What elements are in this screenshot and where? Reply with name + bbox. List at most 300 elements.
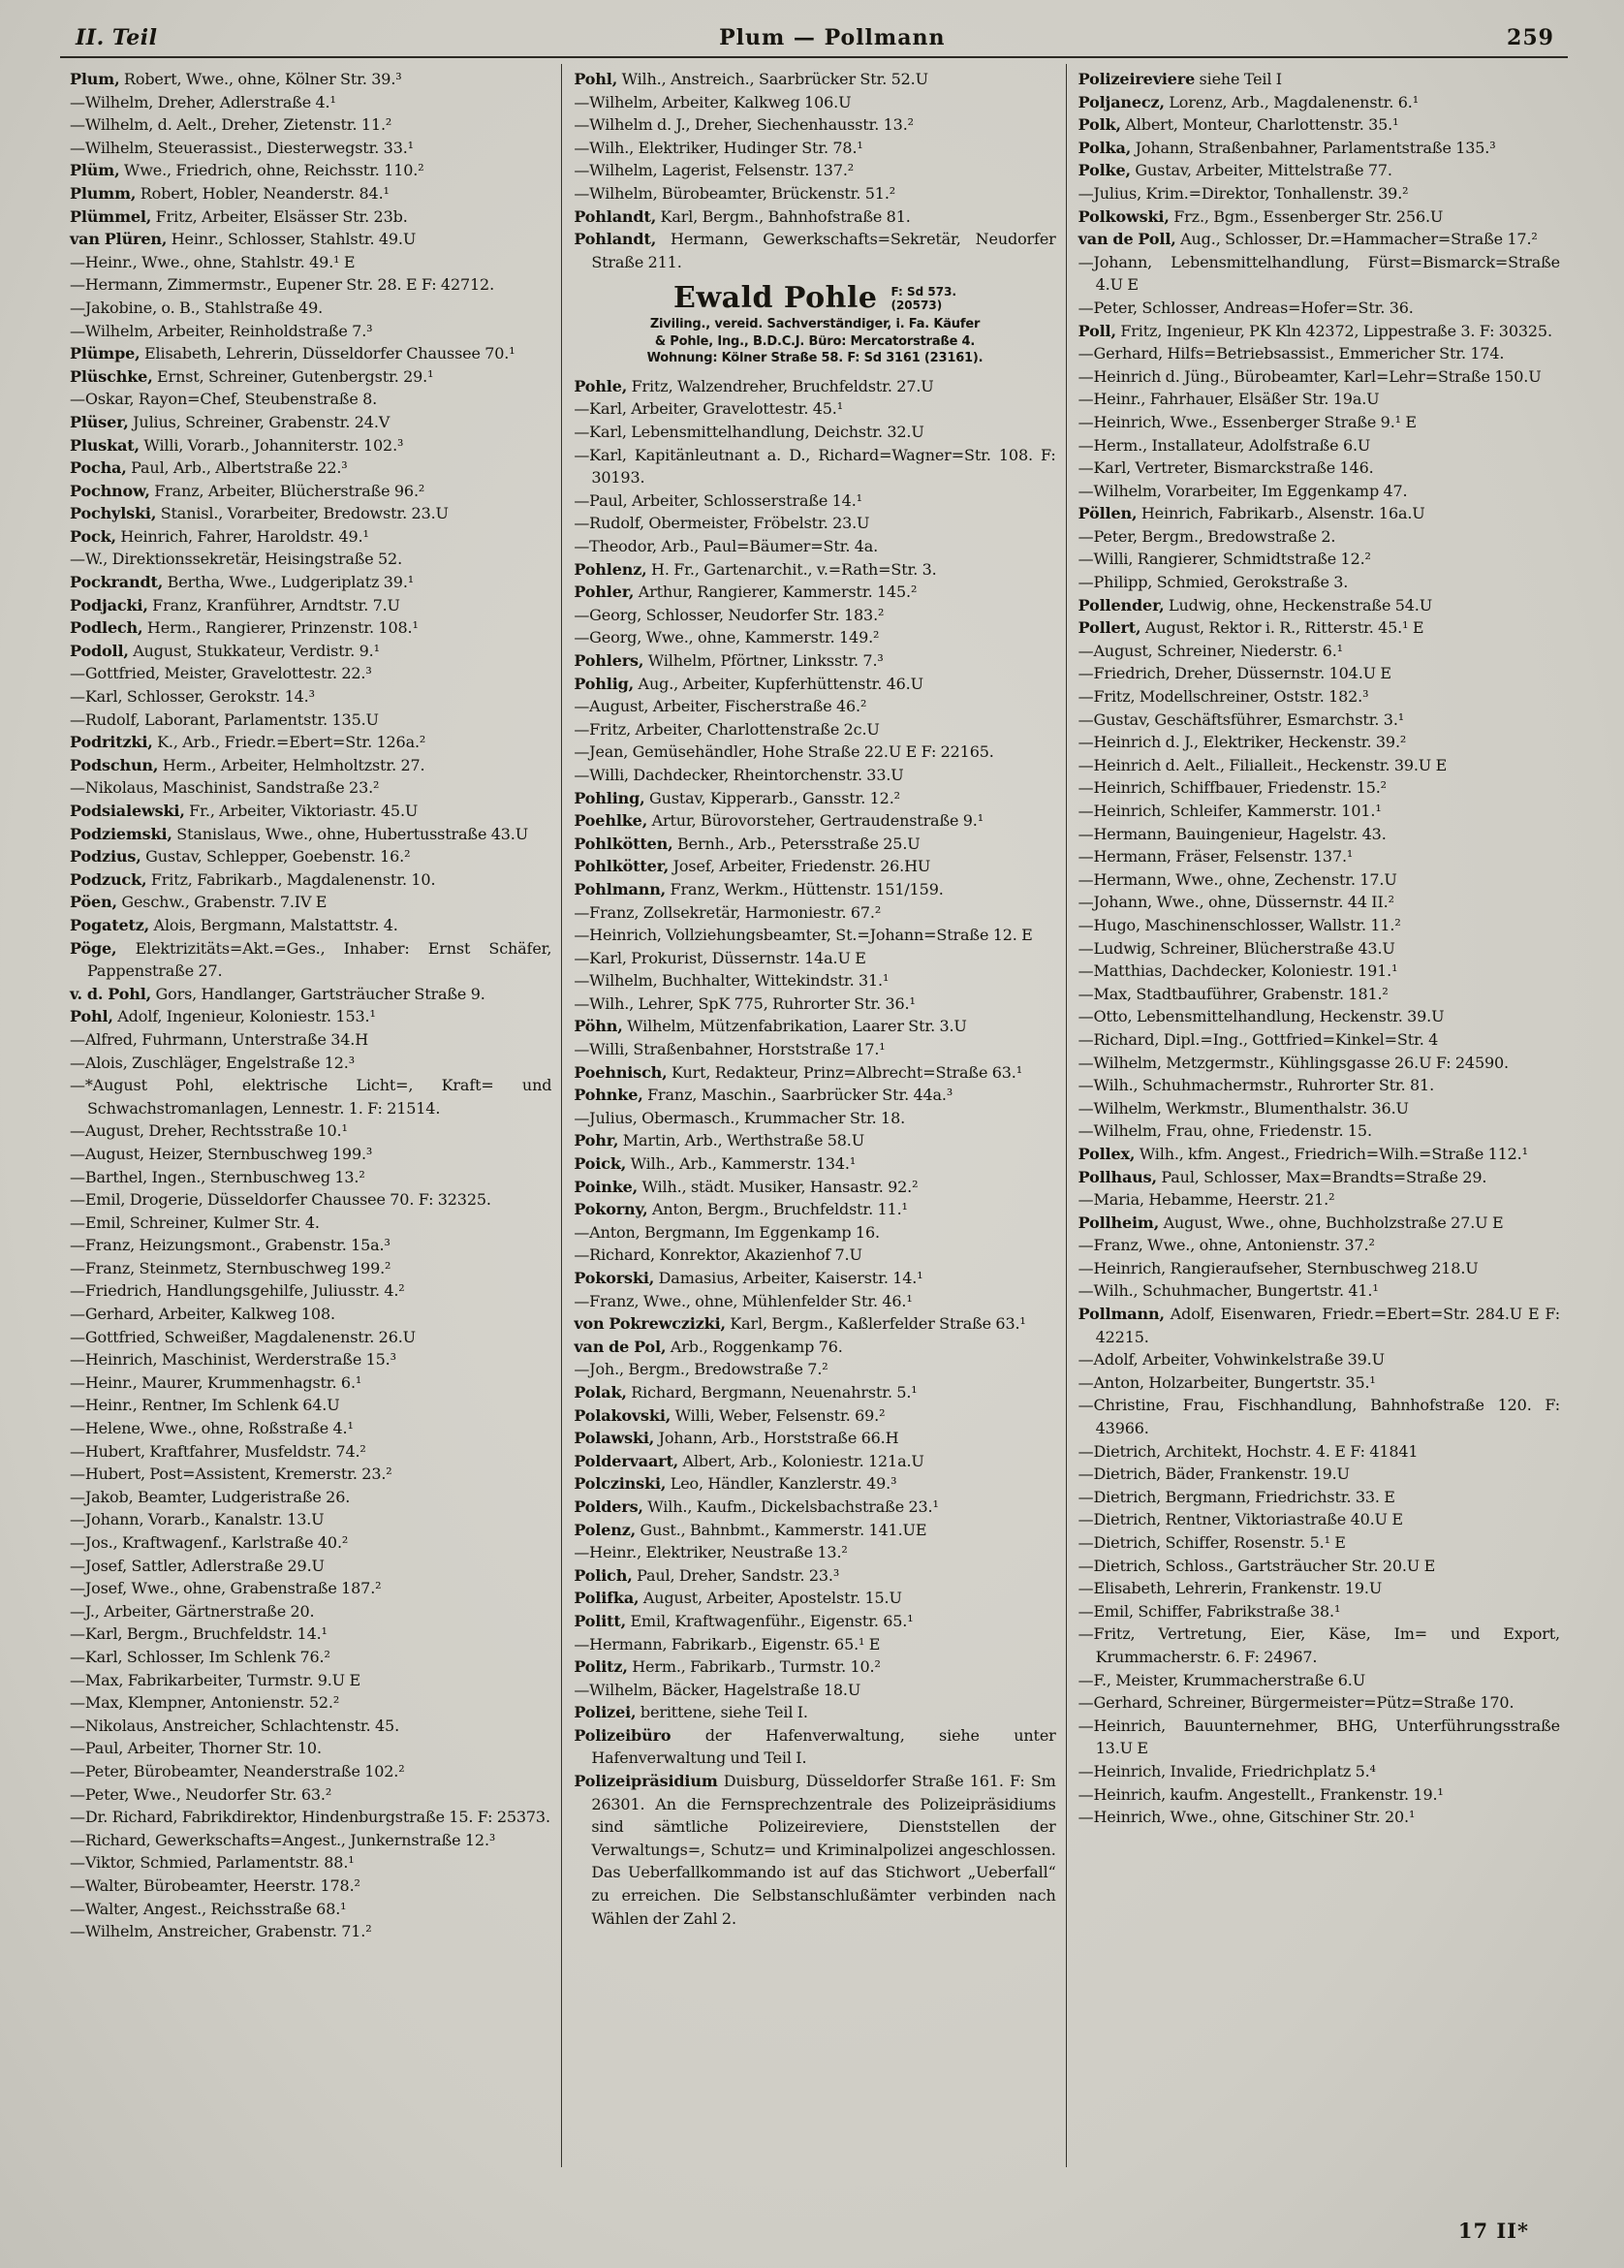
directory-entry: —Emil, Schiffer, Fabrikstraße 38.¹ bbox=[1077, 1601, 1341, 1621]
directory-entry: —Gerhard, Schreiner, Bürgermeister=Pütz=Straße 170. bbox=[1077, 1693, 1515, 1713]
entry-surname: Plumm, bbox=[70, 183, 137, 203]
directory-entry: —Alois, Zuschläger, Engelstraße 12.³ bbox=[70, 1053, 355, 1072]
directory-entry: —Matthias, Dachdecker, Koloniestr. 191.¹ bbox=[1077, 961, 1398, 981]
directory-entry: Polakovski, Willi, Weber, Felsenstr. 69.² bbox=[574, 1405, 886, 1425]
directory-entry: —Max, Stadtbauführer, Grabenstr. 181.² bbox=[1077, 984, 1389, 1003]
featured-entry-phone-line: F: Sd 573. bbox=[890, 285, 957, 299]
directory-entry: —Gerhard, Arbeiter, Kalkweg 108. bbox=[70, 1305, 335, 1324]
directory-entry: —Karl, Arbeiter, Gravelottestr. 45.¹ bbox=[574, 399, 843, 419]
directory-entry: —Karl, Prokurist, Düssernstr. 14a.U E bbox=[574, 948, 866, 967]
directory-entry: Polizeipräsidium Duisburg, Düsseldorfer Straße 161. F: Sm 26301. An die Fernsprechzentrale des Polizeipräsidiums sind sämtliche Polizeireviere, Dienststellen der Verwaltungs=, Schutz= und Kriminalpolizei angeschlossen. Das Ueberfallkommando ist auf das Stichwort „Ueberfall“ zu erreichen. Die Selbstanschlußämter verbinden nach Wählen der Zahl 2. bbox=[574, 1772, 1056, 1928]
directory-entry: —Wilhelm, Dreher, Adlerstraße 4.¹ bbox=[70, 92, 336, 111]
entry-surname: Polczinski, bbox=[574, 1474, 667, 1494]
directory-entry: —Heinr., Rentner, Im Schlenk 64.U bbox=[70, 1396, 340, 1415]
directory-entry: —*August Pohl, elektrische Licht=, Kraft= und Schwachstromanlagen, Lennestr. 1. F: 21514. bbox=[70, 1076, 552, 1118]
directory-entry: —Wilhelm, Bäcker, Hagelstraße 18.U bbox=[574, 1680, 861, 1699]
directory-entry: Plüschke, Ernst, Schreiner, Gutenbergstr. 29.¹ bbox=[70, 366, 434, 386]
directory-entry: —Wilhelm, Lagerist, Felsenstr. 137.² bbox=[574, 161, 855, 180]
directory-entry: —Paul, Arbeiter, Thorner Str. 10. bbox=[70, 1739, 322, 1758]
directory-entry: —Heinrich, Wwe., Essenberger Straße 9.¹ E bbox=[1077, 412, 1417, 431]
entry-surname: Polke, bbox=[1077, 161, 1131, 180]
directory-entry: Pollert, August, Rektor i. R., Ritterstr. 45.¹ E bbox=[1077, 618, 1424, 638]
directory-entry: —Heinrich, Wwe., ohne, Gitschiner Str. 20.¹ bbox=[1077, 1808, 1416, 1827]
entry-surname: Pohr, bbox=[574, 1131, 619, 1150]
directory-entry: —Alfred, Fuhrmann, Unterstraße 34.H bbox=[70, 1029, 369, 1049]
directory-entry: —Gottfried, Schweißer, Magdalenenstr. 26.U bbox=[70, 1327, 417, 1346]
directory-entry: Pohlkötter, Josef, Arbeiter, Friedenstr. 26.HU bbox=[574, 857, 931, 876]
directory-entry: Pollhaus, Paul, Schlosser, Max=Brandts=Straße 29. bbox=[1077, 1167, 1487, 1186]
directory-entry: Pochnow, Franz, Arbeiter, Blücherstraße 96.² bbox=[70, 481, 425, 500]
entry-surname: Plüschke, bbox=[70, 366, 153, 386]
directory-entry: —Georg, Wwe., ohne, Kammerstr. 149.² bbox=[574, 628, 880, 647]
entry-surname: Pöge, bbox=[70, 938, 117, 958]
directory-entry: —Karl, Kapitänleutnant a. D., Richard=Wagner=Str. 108. F: 30193. bbox=[574, 445, 1056, 488]
entry-surname: Pockrandt, bbox=[70, 573, 164, 592]
entry-surname: Pohlmann, bbox=[574, 879, 667, 898]
entry-surname: Pollhaus, bbox=[1077, 1167, 1157, 1186]
directory-entry: —Heinrich, Schleifer, Kammerstr. 101.¹ bbox=[1077, 802, 1382, 820]
directory-entry: Podsialewski, Fr., Arbeiter, Viktoriastr. 45.U bbox=[70, 802, 419, 820]
directory-entry: Plüm, Wwe., Friedrich, ohne, Reichsstr. 110.² bbox=[70, 161, 424, 180]
directory-entry: —Herm., Installateur, Adolfstraße 6.U bbox=[1077, 435, 1371, 455]
directory-entry: Pohl, Wilh., Anstreich., Saarbrücker Str. 52.U bbox=[574, 70, 928, 88]
directory-entry: —Heinrich, Bauunternehmer, BHG, Unterführungsstraße 13.U E bbox=[1077, 1716, 1560, 1758]
entry-surname: Polk, bbox=[1077, 115, 1121, 135]
entry-surname: Pohl, bbox=[574, 70, 618, 88]
directory-entry: —Wilhelm, Arbeiter, Reinholdstraße 7.³ bbox=[70, 321, 373, 340]
directory-entry: —Dietrich, Schiffer, Rosenstr. 5.¹ E bbox=[1077, 1533, 1346, 1552]
entry-surname: Pluskat, bbox=[70, 435, 140, 455]
directory-entry: Polenz, Gust., Bahnbmt., Kammerstr. 141.UE bbox=[574, 1520, 927, 1539]
entry-surname: Polenz, bbox=[574, 1520, 637, 1539]
directory-entry: Pohling, Gustav, Kipperarb., Gansstr. 12.² bbox=[574, 788, 900, 807]
directory-entry: —Heinrich d. J., Elektriker, Heckenstr. 39.² bbox=[1077, 733, 1407, 752]
directory-entry: —August, Arbeiter, Fischerstraße 46.² bbox=[574, 697, 867, 716]
directory-entry: Pochylski, Stanisl., Vorarbeiter, Bredowstr. 23.U bbox=[70, 504, 449, 523]
entry-surname: Pokorny, bbox=[574, 1200, 648, 1219]
directory-entry: —Barthel, Ingen., Sternbuschweg 13.² bbox=[70, 1167, 365, 1186]
entry-surname: Pohlers, bbox=[574, 650, 644, 670]
directory-entry: —Dietrich, Schloss., Gartsträucher Str. 20.U E bbox=[1077, 1556, 1436, 1575]
featured-entry-line: & Pohle, Ing., B.D.C.J. Büro: Mercatorstraße 4. bbox=[654, 333, 976, 349]
directory-entry: Pollheim, August, Wwe., ohne, Buchholzstraße 27.U E bbox=[1077, 1213, 1504, 1232]
directory-entry: —Johann, Wwe., ohne, Düssernstr. 44 II.² bbox=[1077, 893, 1394, 912]
directory-entry: —Julius, Obermasch., Krummacher Str. 18. bbox=[574, 1108, 906, 1127]
entry-surname: Pohlandt, bbox=[574, 230, 657, 249]
entry-surname: Polak, bbox=[574, 1382, 627, 1402]
entry-surname: Poehlke, bbox=[574, 811, 648, 831]
directory-entry: —Hermann, Zimmermstr., Eupener Str. 28. E F: 42712. bbox=[70, 275, 495, 295]
entry-surname: Poinke, bbox=[574, 1177, 639, 1196]
directory-entry: —Max, Fabrikarbeiter, Turmstr. 9.U E bbox=[70, 1670, 360, 1689]
directory-entry: —August, Schreiner, Niederstr. 6.¹ bbox=[1077, 641, 1343, 660]
directory-entry: —Nikolaus, Anstreicher, Schlachtenstr. 45. bbox=[70, 1716, 400, 1735]
entry-surname: Politt, bbox=[574, 1611, 627, 1630]
directory-entry: —Heinrich, Invalide, Friedrichplatz 5.⁴ bbox=[1077, 1761, 1376, 1780]
directory-entry: —Theodor, Arb., Paul=Bäumer=Str. 4a. bbox=[574, 537, 879, 555]
directory-entry: Polizeireviere siehe Teil I bbox=[1077, 70, 1282, 88]
directory-entry: —F., Meister, Krummacherstraße 6.U bbox=[1077, 1670, 1366, 1689]
directory-entry: Poinke, Wilh., städt. Musiker, Hansastr. 92.² bbox=[574, 1177, 919, 1196]
entry-surname: Plüser, bbox=[70, 412, 129, 431]
directory-entry: Poldervaart, Albert, Arb., Koloniestr. 121a.U bbox=[574, 1451, 924, 1470]
directory-entry: —Dietrich, Rentner, Viktoriastraße 40.U E bbox=[1077, 1510, 1403, 1529]
directory-entry: —Dr. Richard, Fabrikdirektor, Hindenburgstraße 15. F: 25373. bbox=[70, 1808, 550, 1827]
directory-entry: —Elisabeth, Lehrerin, Frankenstr. 19.U bbox=[1077, 1579, 1383, 1598]
entry-surname: Pohlandt, bbox=[574, 206, 657, 226]
directory-entry: Poehlke, Artur, Bürovorsteher, Gertraudenstraße 9.¹ bbox=[574, 811, 984, 831]
entry-surname: Pöhn, bbox=[574, 1017, 623, 1036]
directory-entry: —August, Heizer, Sternbuschweg 199.³ bbox=[70, 1144, 373, 1163]
directory-entry: Pöge, Elektrizitäts=Akt.=Ges., Inhaber: Ernst Schäfer, Pappenstraße 27. bbox=[70, 938, 552, 981]
directory-entry: —Emil, Schreiner, Kulmer Str. 4. bbox=[70, 1213, 320, 1232]
directory-entry: —Hermann, Wwe., ohne, Zechenstr. 17.U bbox=[1077, 869, 1397, 889]
directory-entry: —Franz, Steinmetz, Sternbuschweg 199.² bbox=[70, 1258, 391, 1277]
directory-entry: —Anton, Holzarbeiter, Bungertstr. 35.¹ bbox=[1077, 1372, 1376, 1392]
entry-surname: Pollender, bbox=[1077, 595, 1165, 614]
directory-entry: Podziemski, Stanislaus, Wwe., ohne, Hubertusstraße 43.U bbox=[70, 824, 529, 843]
columns-container bbox=[0, 58, 1624, 2167]
entry-surname: Pöen, bbox=[70, 893, 117, 912]
directory-entry: —Viktor, Schmied, Parlamentstr. 88.¹ bbox=[70, 1853, 355, 1873]
directory-entry: Politt, Emil, Kraftwagenführ., Eigenstr. 65.¹ bbox=[574, 1611, 914, 1630]
directory-entry: Plumm, Robert, Hobler, Neanderstr. 84.¹ bbox=[70, 183, 390, 203]
directory-entry: —Dietrich, Bergmann, Friedrichstr. 33. E bbox=[1077, 1487, 1395, 1506]
entry-surname: Pohlkötter, bbox=[574, 857, 670, 876]
directory-entry: van de Poll, Aug., Schlosser, Dr.=Hammacher=Straße 17.² bbox=[1077, 230, 1538, 249]
directory-entry: —Hubert, Kraftfahrer, Musfeldstr. 74.² bbox=[70, 1441, 366, 1461]
directory-entry: —Johann, Vorarb., Kanalstr. 13.U bbox=[70, 1510, 325, 1529]
entry-surname: Politz, bbox=[574, 1657, 628, 1677]
directory-entry: —Wilhelm, Anstreicher, Grabenstr. 71.² bbox=[70, 1922, 372, 1941]
directory-entry: —Otto, Lebensmittelhandlung, Heckenstr. 39.U bbox=[1077, 1007, 1445, 1026]
directory-entry: Polich, Paul, Dreher, Sandstr. 23.³ bbox=[574, 1565, 840, 1585]
directory-entry: Podzius, Gustav, Schlepper, Goebenstr. 16.² bbox=[70, 847, 411, 866]
entry-surname: Polizeireviere bbox=[1077, 70, 1196, 88]
directory-entry: Podlech, Herm., Rangierer, Prinzenstr. 108.¹ bbox=[70, 618, 419, 638]
directory-entry: Poll, Fritz, Ingenieur, PK Kln 42372, Lippestraße 3. F: 30325. bbox=[1077, 321, 1552, 340]
directory-entry: —August, Dreher, Rechtsstraße 10.¹ bbox=[70, 1121, 348, 1141]
section-label: II. Teil bbox=[76, 25, 158, 50]
directory-entry: Pohlmann, Franz, Werkm., Hüttenstr. 151/159. bbox=[574, 879, 944, 898]
entry-surname: Polka, bbox=[1077, 138, 1132, 157]
directory-entry: —Peter, Bergm., Bredowstraße 2. bbox=[1077, 526, 1336, 546]
entry-surname: Pollheim, bbox=[1077, 1213, 1160, 1232]
entry-surname: Polich, bbox=[574, 1565, 633, 1585]
directory-entry: —Karl, Vertreter, Bismarckstraße 146. bbox=[1077, 458, 1374, 478]
entry-surname: van de Poll, bbox=[1077, 230, 1176, 249]
entry-surname: Polders, bbox=[574, 1496, 643, 1516]
entry-surname: Podzuck, bbox=[70, 869, 147, 889]
directory-entry: Pohlkötten, Bernh., Arb., Petersstraße 25.U bbox=[574, 834, 921, 853]
directory-entry: —Jos., Kraftwagenf., Karlstraße 40.² bbox=[70, 1533, 349, 1552]
entry-surname: Poldervaart, bbox=[574, 1451, 679, 1470]
directory-entry: Polczinski, Leo, Händler, Kanzlerstr. 49.³ bbox=[574, 1474, 897, 1494]
entry-surname: Pochylski, bbox=[70, 504, 157, 523]
entry-surname: Plum, bbox=[70, 70, 120, 88]
directory-entry: Polders, Wilh., Kaufm., Dickelsbachstraße 23.¹ bbox=[574, 1496, 939, 1516]
entry-surname: Pohnke, bbox=[574, 1086, 643, 1105]
directory-entry: —Heinr., Elektriker, Neustraße 13.² bbox=[574, 1543, 848, 1562]
directory-entry: —Wilh., Schuhmachermstr., Ruhrorter Str. 81. bbox=[1077, 1076, 1435, 1095]
directory-entry: Pöen, Geschw., Grabenstr. 7.IV E bbox=[70, 893, 328, 912]
featured-entry-header bbox=[574, 283, 1055, 314]
directory-entry: —Hugo, Maschinenschlosser, Wallstr. 11.² bbox=[1077, 915, 1401, 934]
directory-entry: —Jakob, Beamter, Ludgeristraße 26. bbox=[70, 1487, 351, 1506]
directory-entry: Pohr, Martin, Arb., Werthstraße 58.U bbox=[574, 1131, 865, 1150]
directory-entry: —Heinrich, Maschinist, Werderstraße 15.³ bbox=[70, 1350, 396, 1370]
directory-entry: —Willi, Dachdecker, Rheintorchenstr. 33.U bbox=[574, 765, 904, 784]
directory-entry: —Heinr., Wwe., ohne, Stahlstr. 49.¹ E bbox=[70, 252, 356, 271]
directory-entry: —Wilhelm d. J., Dreher, Siechenhausstr. 13.² bbox=[574, 115, 914, 135]
directory-entry: —Helene, Wwe., ohne, Roßstraße 4.¹ bbox=[70, 1419, 354, 1438]
directory-entry: —Wilh., Schuhmacher, Bungertstr. 41.¹ bbox=[1077, 1281, 1379, 1301]
column-2 bbox=[561, 64, 1065, 2167]
signature-mark: 17 II* bbox=[1457, 2219, 1529, 2243]
directory-entry: —Wilh., Lehrer, SpK 775, Ruhrorter Str. 36.¹ bbox=[574, 993, 916, 1013]
directory-entry: Podoll, August, Stukkateur, Verdistr. 9.¹ bbox=[70, 641, 380, 660]
entry-surname: Polifka, bbox=[574, 1589, 640, 1608]
directory-entry: Poljanecz, Lorenz, Arb., Magdalenenstr. 6.¹ bbox=[1077, 92, 1420, 111]
directory-entry: —Wilhelm, Steuerassist., Diesterwegstr. 33.¹ bbox=[70, 138, 414, 157]
featured-entry bbox=[574, 281, 1055, 369]
directory-entry: —Willi, Straßenbahner, Horststraße 17.¹ bbox=[574, 1040, 886, 1059]
directory-entry: —Richard, Dipl.=Ing., Gottfried=Kinkel=Str. 4 bbox=[1077, 1029, 1439, 1049]
entry-surname: Pohling, bbox=[574, 788, 645, 807]
directory-entry: —Wilhelm, Bürobeamter, Brückenstr. 51.² bbox=[574, 183, 896, 203]
directory-entry: —Jean, Gemüsehändler, Hohe Straße 22.U E F: 22165. bbox=[574, 742, 994, 762]
entry-surname: Pokorski, bbox=[574, 1269, 655, 1287]
directory-entry: —Rudolf, Obermeister, Fröbelstr. 23.U bbox=[574, 514, 870, 533]
directory-entry: Podritzki, K., Arb., Friedr.=Ebert=Str. 126a.² bbox=[70, 733, 426, 752]
entry-surname: Pocha, bbox=[70, 458, 127, 478]
directory-entry: Podjacki, Franz, Kranführer, Arndtstr. 7.U bbox=[70, 595, 400, 614]
directory-entry: —Wilhelm, Werkmstr., Blumenthalstr. 36.U bbox=[1077, 1098, 1409, 1118]
page-footer bbox=[1458, 2219, 1529, 2243]
directory-entry: —Heinrich, Rangieraufseher, Sternbuschweg 218.U bbox=[1077, 1258, 1479, 1277]
entry-surname: Poljanecz, bbox=[1077, 92, 1165, 111]
directory-entry: —Fritz, Vertretung, Eier, Käse, Im= und Export, Krummacherstr. 6. F: 24967. bbox=[1077, 1624, 1560, 1666]
directory-entry: Poick, Wilh., Arb., Kammerstr. 134.¹ bbox=[574, 1154, 857, 1174]
directory-entry: Polifka, August, Arbeiter, Apostelstr. 15.U bbox=[574, 1589, 902, 1608]
directory-entry: —Gottfried, Meister, Gravelottestr. 22.³ bbox=[70, 664, 372, 683]
entry-surname: Poick, bbox=[574, 1154, 627, 1174]
directory-entry: —Oskar, Rayon=Chef, Steubenstraße 8. bbox=[70, 390, 378, 409]
directory-entry: —Heinrich, Schiffbauer, Friedenstr. 15.² bbox=[1077, 778, 1387, 798]
entry-surname: Pollert, bbox=[1077, 618, 1141, 638]
directory-entry: Polizeibüro der Hafenverwaltung, siehe unter Hafenverwaltung und Teil I. bbox=[574, 1725, 1056, 1768]
entry-surname: Podoll, bbox=[70, 641, 129, 660]
directory-entry: —Jakobine, o. B., Stahlstraße 49. bbox=[70, 298, 324, 317]
directory-entry: Pock, Heinrich, Fahrer, Haroldstr. 49.¹ bbox=[70, 526, 369, 546]
directory-entry: —Peter, Schlosser, Andreas=Hofer=Str. 36. bbox=[1077, 298, 1414, 317]
directory-entry: —Nikolaus, Maschinist, Sandstraße 23.² bbox=[70, 778, 380, 798]
directory-entry: Polka, Johann, Straßenbahner, Parlamentstraße 135.³ bbox=[1077, 138, 1496, 157]
entry-surname: v. d. Pohl, bbox=[70, 984, 152, 1003]
entry-surname: Podjacki, bbox=[70, 595, 148, 614]
directory-entry: —Franz, Heizungsmont., Grabenstr. 15a.³ bbox=[70, 1236, 390, 1255]
directory-entry: Pollmann, Adolf, Eisenwaren, Friedr.=Ebert=Str. 284.U E F: 42215. bbox=[1077, 1305, 1560, 1346]
directory-entry: —Gerhard, Hilfs=Betriebsassist., Emmericher Str. 174. bbox=[1077, 344, 1505, 363]
directory-entry: von Pokrewczizki, Karl, Bergm., Kaßlerfelder Straße 63.¹ bbox=[574, 1314, 1026, 1334]
featured-entry-line: Wohnung: Kölner Straße 58. F: Sd 3161 (23161). bbox=[646, 351, 984, 366]
featured-entry-phone bbox=[890, 285, 956, 312]
directory-entry: Podzuck, Fritz, Fabrikarb., Magdalenenstr. 10. bbox=[70, 869, 436, 889]
entry-surname: Podsialewski, bbox=[70, 802, 185, 820]
directory-entry: —Richard, Konrektor, Akazienhof 7.U bbox=[574, 1245, 862, 1265]
directory-entry: —Johann, Lebensmittelhandlung, Fürst=Bismarck=Straße 4.U E bbox=[1077, 252, 1560, 295]
entry-surname: Pohler, bbox=[574, 583, 635, 602]
directory-entry: Polizei, berittene, siehe Teil I. bbox=[574, 1703, 808, 1722]
directory-entry: Polkowski, Frz., Bgm., Essenberger Str. 256.U bbox=[1077, 206, 1444, 226]
entry-surname: Pochnow, bbox=[70, 481, 150, 500]
directory-entry: —Wilhelm, Vorarbeiter, Im Eggenkamp 47. bbox=[1077, 481, 1408, 500]
directory-entry: —Wilhelm, d. Aelt., Dreher, Zietenstr. 11.² bbox=[70, 115, 392, 135]
directory-entry: —Heinrich d. Aelt., Filialleit., Heckenstr. 39.U E bbox=[1077, 755, 1448, 774]
entry-surname: Poehnisch, bbox=[574, 1062, 668, 1082]
directory-entry: —Christine, Frau, Fischhandlung, Bahnhofstraße 120. F: 43966. bbox=[1077, 1396, 1560, 1438]
entry-surname: Polakovski, bbox=[574, 1405, 671, 1425]
entry-surname: Pogatetz, bbox=[70, 915, 150, 934]
directory-entry: Pohlenz, H. Fr., Gartenarchit., v.=Rath=Str. 3. bbox=[574, 559, 937, 579]
entry-surname: Pock, bbox=[70, 526, 116, 546]
entry-surname: Polizeibüro bbox=[574, 1725, 671, 1745]
directory-entry: —Julius, Krim.=Direktor, Tonhallenstr. 39.² bbox=[1077, 183, 1409, 203]
directory-entry: —J., Arbeiter, Gärtnerstraße 20. bbox=[70, 1601, 315, 1621]
entry-surname: Polizeipräsidium bbox=[574, 1772, 718, 1791]
entry-surname: von Pokrewczizki, bbox=[574, 1314, 726, 1334]
entry-surname: Polizei, bbox=[574, 1703, 637, 1722]
directory-entry: —Fritz, Arbeiter, Charlottenstraße 2c.U bbox=[574, 719, 880, 739]
entry-surname: Pollex, bbox=[1077, 1144, 1136, 1163]
directory-entry: —Richard, Gewerkschafts=Angest., Junkernstraße 12.³ bbox=[70, 1830, 496, 1849]
directory-entry: —Heinrich, kaufm. Angestellt., Frankenstr. 19.¹ bbox=[1077, 1784, 1444, 1804]
directory-entry: —Heinr., Maurer, Krummenhagstr. 6.¹ bbox=[70, 1372, 362, 1392]
featured-entry-line: Ziviling., vereid. Sachverständiger, i. Fa. Käufer bbox=[649, 317, 981, 332]
directory-entry: —Dietrich, Architekt, Hochstr. 4. E F: 41841 bbox=[1077, 1441, 1419, 1461]
entry-surname: Plümmel, bbox=[70, 206, 152, 226]
directory-entry: —Franz, Wwe., ohne, Antonienstr. 37.² bbox=[1077, 1236, 1375, 1255]
directory-entry: Pöhn, Wilhelm, Mützenfabrikation, Laarer Str. 3.U bbox=[574, 1017, 967, 1036]
directory-entry: —Wilhelm, Buchhalter, Wittekindstr. 31.¹ bbox=[574, 971, 890, 991]
entry-surname: Podziemski, bbox=[70, 824, 172, 843]
entry-surname: Pollmann, bbox=[1077, 1305, 1165, 1324]
entry-surname: Poll, bbox=[1077, 321, 1116, 340]
directory-entry: —Peter, Wwe., Neudorfer Str. 63.² bbox=[70, 1784, 332, 1804]
directory-entry: —Wilhelm, Arbeiter, Kalkweg 106.U bbox=[574, 92, 852, 111]
directory-entry: Plum, Robert, Wwe., ohne, Kölner Str. 39.³ bbox=[70, 70, 402, 88]
directory-entry: —Karl, Schlosser, Gerokstr. 14.³ bbox=[70, 687, 315, 707]
directory-entry: Polak, Richard, Bergmann, Neuenahrstr. 5.¹ bbox=[574, 1382, 918, 1402]
entry-surname: van Plüren, bbox=[70, 230, 168, 249]
directory-entry: —Karl, Bergm., Bruchfeldstr. 14.¹ bbox=[70, 1624, 328, 1644]
directory-entry: —Heinr., Fahrhauer, Elsäßer Str. 19a.U bbox=[1077, 390, 1380, 409]
directory-entry: —Hermann, Fräser, Felsenstr. 137.¹ bbox=[1077, 847, 1354, 866]
directory-entry: —Gustav, Geschäftsführer, Esmarchstr. 3.¹ bbox=[1077, 709, 1405, 729]
entry-surname: Plümpe, bbox=[70, 344, 141, 363]
directory-entry: —W., Direktionssekretär, Heisingstraße 52. bbox=[70, 550, 403, 569]
directory-entry: Pogatetz, Alois, Bergmann, Malstattstr. 4. bbox=[70, 915, 398, 934]
directory-entry: Pollender, Ludwig, ohne, Heckenstraße 54.U bbox=[1077, 595, 1433, 614]
directory-entry: —Karl, Schlosser, Im Schlenk 76.² bbox=[70, 1647, 330, 1666]
entry-surname: Podschun, bbox=[70, 755, 159, 774]
directory-entry: Polke, Gustav, Arbeiter, Mittelstraße 77. bbox=[1077, 161, 1392, 180]
directory-entry: Pohnke, Franz, Maschin., Saarbrücker Str. 44a.³ bbox=[574, 1086, 953, 1105]
directory-entry: —Joh., Bergm., Bredowstraße 7.² bbox=[574, 1360, 828, 1379]
directory-entry: Pluskat, Willi, Vorarb., Johanniterstr. 102.³ bbox=[70, 435, 404, 455]
directory-entry: —Friedrich, Dreher, Düssernstr. 104.U E bbox=[1077, 664, 1391, 683]
directory-entry: —Hubert, Post=Assistent, Kremerstr. 23.² bbox=[70, 1465, 392, 1484]
entry-surname: Pohlig, bbox=[574, 674, 635, 693]
directory-entry: —Rudolf, Laborant, Parlamentstr. 135.U bbox=[70, 709, 379, 729]
directory-entry: —Georg, Schlosser, Neudorfer Str. 183.² bbox=[574, 605, 885, 624]
entry-surname: Pohl, bbox=[70, 1007, 113, 1026]
directory-entry: Pohlandt, Hermann, Gewerkschafts=Sekretär, Neudorfer Straße 211. bbox=[574, 230, 1056, 271]
directory-entry: —Franz, Wwe., ohne, Mühlenfelder Str. 46.¹ bbox=[574, 1291, 913, 1310]
directory-entry: Plümpe, Elisabeth, Lehrerin, Düsseldorfer Chaussee 70.¹ bbox=[70, 344, 515, 363]
directory-entry: —Hermann, Fabrikarb., Eigenstr. 65.¹ E bbox=[574, 1634, 881, 1654]
directory-entry: —Walter, Angest., Reichsstraße 68.¹ bbox=[70, 1899, 347, 1918]
directory-entry: Podschun, Herm., Arbeiter, Helmholtzstr. 27. bbox=[70, 755, 425, 774]
directory-entry: —Josef, Sattler, Adlerstraße 29.U bbox=[70, 1556, 325, 1575]
page-title: Plum — Pollmann bbox=[719, 25, 946, 50]
column-1 bbox=[58, 64, 561, 2167]
directory-entry: —Wilhelm, Frau, ohne, Friedenstr. 15. bbox=[1077, 1121, 1372, 1141]
directory-entry: van Plüren, Heinr., Schlosser, Stahlstr. 49.U bbox=[70, 230, 417, 249]
directory-entry: —Heinrich d. Jüng., Bürobeamter, Karl=Lehr=Straße 150.U bbox=[1077, 366, 1542, 386]
directory-entry: Pohle, Fritz, Walzendreher, Bruchfeldstr. 27.U bbox=[574, 376, 934, 395]
directory-entry: Pocha, Paul, Arb., Albertstraße 22.³ bbox=[70, 458, 348, 478]
directory-entry: —Franz, Zollsekretär, Harmoniestr. 67.² bbox=[574, 902, 882, 922]
directory-entry: Pohl, Adolf, Ingenieur, Koloniestr. 153.¹ bbox=[70, 1007, 376, 1026]
directory-entry: —Philipp, Schmied, Gerokstraße 3. bbox=[1077, 573, 1349, 592]
directory-entry: Pokorski, Damasius, Arbeiter, Kaiserstr. 14.¹ bbox=[574, 1269, 923, 1287]
entry-surname: Podzius, bbox=[70, 847, 141, 866]
directory-entry: Polk, Albert, Monteur, Charlottenstr. 35.¹ bbox=[1077, 115, 1399, 135]
entry-surname: Pohle, bbox=[574, 376, 628, 395]
directory-entry: van de Pol, Arb., Roggenkamp 76. bbox=[574, 1337, 843, 1356]
entry-surname: Polawski, bbox=[574, 1429, 655, 1448]
directory-entry: —Paul, Arbeiter, Schlosserstraße 14.¹ bbox=[574, 490, 862, 510]
directory-entry: —Maria, Hebamme, Heerstr. 21.² bbox=[1077, 1190, 1335, 1210]
column-3 bbox=[1066, 64, 1570, 2167]
directory-entry: —Heinrich, Vollziehungsbeamter, St.=Johann=Straße 12. E bbox=[574, 926, 1033, 945]
directory-entry: —Wilh., Elektriker, Hudinger Str. 78.¹ bbox=[574, 138, 863, 157]
directory-entry: Plümmel, Fritz, Arbeiter, Elsässer Str. 23b. bbox=[70, 206, 408, 226]
directory-entry: v. d. Pohl, Gors, Handlanger, Gartsträucher Straße 9. bbox=[70, 984, 485, 1003]
featured-entry-name: Ewald Pohle bbox=[672, 281, 878, 316]
directory-entry: Pohlig, Aug., Arbeiter, Kupferhüttenstr. 46.U bbox=[574, 674, 923, 693]
directory-entry: —Friedrich, Handlungsgehilfe, Juliusstr. 4.² bbox=[70, 1281, 405, 1301]
entry-surname: van de Pol, bbox=[574, 1337, 667, 1356]
directory-entry: —Anton, Bergmann, Im Eggenkamp 16. bbox=[574, 1222, 880, 1242]
directory-entry: Pohler, Arthur, Rangierer, Kammerstr. 145.² bbox=[574, 583, 918, 602]
directory-entry: —Max, Klempner, Antonienstr. 52.² bbox=[70, 1693, 340, 1713]
directory-entry: —Adolf, Arbeiter, Vohwinkelstraße 39.U bbox=[1077, 1350, 1385, 1370]
directory-entry: Poehnisch, Kurt, Redakteur, Prinz=Albrecht=Straße 63.¹ bbox=[574, 1062, 1022, 1082]
directory-entry: Politz, Herm., Fabrikarb., Turmstr. 10.² bbox=[574, 1657, 881, 1677]
directory-entry: —Walter, Bürobeamter, Heerstr. 178.² bbox=[70, 1875, 360, 1895]
entry-surname: Pöllen, bbox=[1077, 504, 1138, 523]
directory-entry: —Emil, Drogerie, Düsseldorfer Chaussee 70. F: 32325. bbox=[70, 1190, 491, 1210]
entry-surname: Pohlkötten, bbox=[574, 834, 673, 853]
directory-entry: —Hermann, Bauingenieur, Hagelstr. 43. bbox=[1077, 824, 1387, 843]
directory-entry: —Josef, Wwe., ohne, Grabenstraße 187.² bbox=[70, 1579, 382, 1598]
directory-entry: —Fritz, Modellschreiner, Oststr. 182.³ bbox=[1077, 687, 1369, 707]
entry-surname: Plüm, bbox=[70, 161, 120, 180]
directory-entry: Pollex, Wilh., kfm. Angest., Friedrich=Wilh.=Straße 112.¹ bbox=[1077, 1144, 1528, 1163]
directory-entry: Pöllen, Heinrich, Fabrikarb., Alsenstr. 16a.U bbox=[1077, 504, 1425, 523]
